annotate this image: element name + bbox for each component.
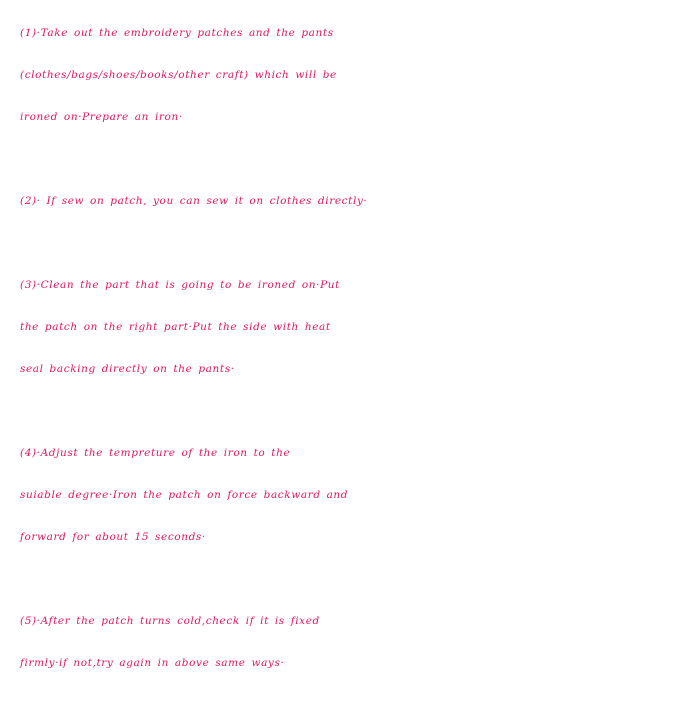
step-line: forward for about 15 seconds· (20, 531, 206, 543)
step-line: suiable degree·Iron the patch on force backward and (20, 489, 349, 501)
instructions-document (20, 12, 678, 726)
step-line: (clothes/bags/shoes/books/other craft) which will be (20, 69, 337, 81)
step-line: (1)·Take out the embroidery patches and the pants (20, 27, 334, 39)
step-2 (20, 180, 678, 222)
step-line: firmly·if not,try again in above same ways· (20, 657, 285, 669)
step-line: (2)· If sew on patch, you can sew it on clothes directly· (20, 195, 368, 207)
step-1 (20, 12, 678, 138)
step-line: the patch on the right part·Put the side with heat (20, 321, 331, 333)
step-3 (20, 264, 678, 390)
step-line: (3)·Clean the part that is going to be ironed on·Put (20, 279, 340, 291)
step-line: seal backing directly on the pants· (20, 363, 235, 375)
step-4 (20, 432, 678, 558)
step-5 (20, 600, 678, 684)
step-line: (4)·Adjust the tempreture of the iron to the (20, 447, 291, 459)
step-line: ironed on·Prepare an iron· (20, 111, 183, 123)
step-line: (5)·After the patch turns cold,check if it is fixed (20, 615, 320, 627)
